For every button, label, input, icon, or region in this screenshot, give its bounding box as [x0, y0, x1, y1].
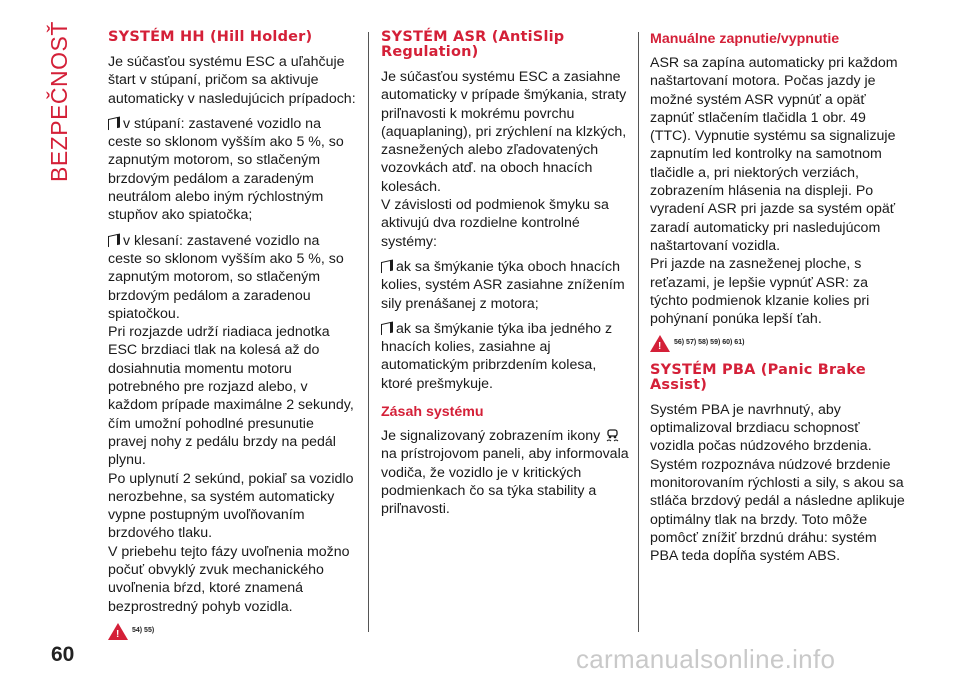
subheading-manual: Manuálne zapnutie/vypnutie — [650, 31, 840, 47]
hh-bullet: v stúpaní: zastavené vozidlo na ceste so sklonom vyšším ako 5 %, so zapnutým motorom, so stlačeným brzdovým pedálom a zaradeným neutrálom alebo iným rýchlostným stupňov ako spiatočka; — [108, 115, 344, 224]
warning-icon — [108, 623, 128, 640]
asr-bullet: ak sa šmýkanie týka oboch hnacích kolies, systém ASR zasiahne znížením sily prenášanej z motora; — [381, 258, 625, 312]
section-tab — [28, 21, 88, 190]
bullet-icon — [381, 260, 391, 273]
asr-intervention: Je signalizovaný zobrazením ikony na prístrojovom paneli, aby informovala vodiča, že vozidlo je v kritických podmienkach čo sa týka stability a priľnavosti. — [381, 428, 629, 518]
warning-icon — [650, 335, 670, 352]
warning-refs: ! 56) 57) 58) 59) 60) 61) — [650, 334, 905, 352]
hh-para: Po uplynutí 2 sekúnd, pokiaľ sa vozidlo nerozbehne, sa systém automaticky vypne postupným uvoľňovaním brzdového tlaku. — [108, 470, 354, 542]
manual-para: ASR sa zapína automaticky pri každom naštartovaní motora. Počas jazdy je možné systém ASR vypnúť a opäť zapnúť stlačením tlačidla 1 obr. 49 (TTC). Vypnutie systému sa signalizuje zapnutím led kontrolky na samotnom tlačidle a, pri niektorých verziách, zobrazením hlásenia na displeji. Po vyradení ASR pri jazde sa systém opäť zaradí automaticky pri nasledujúcom naštartovaní vozidla. — [650, 55, 898, 254]
esc-skid-icon — [604, 428, 622, 442]
subheading-intervention: Zásah systému — [381, 404, 484, 421]
hh-para: Pri rozjazde udrží riadiaca jednotka ESC brzdiaci tlak na kolesá až do dosiahnutia momentu motoru potrebného pre rozjazd alebo, v každom prípade maximálne 2 sekundy, čím umožní pohodlné presunutie pravej nohy z pedálu brzdy na pedál plynu. — [108, 324, 354, 469]
asr-bullet: ak sa šmýkanie týka iba jedného z hnacích kolies, zasiahne aj automatickým pribrzdením kolesa, ktoré prešmykuje. — [381, 320, 613, 392]
pba-para: Systém PBA je navrhnutý, aby optimalizoval brzdiacu schopnosť vozidla počas núdzového brzdenia. Systém rozpoznáva núdzové brzdenie monitorovaním rýchlosti a sily, s akou sa stláča brzdový pedál a následne aplikuje optimálny tlak na brzdy. Toto môže pomôcť znížiť brzdnú dráhu: systém PBA teda dopĺňa systém ABS. — [650, 401, 905, 565]
heading-pba: SYSTÉM PBA (Panic Brake Assist) — [650, 361, 866, 393]
column-hh — [108, 30, 356, 650]
heading-hh: SYSTÉM HH (Hill Holder) — [108, 29, 313, 45]
bullet-icon — [381, 322, 391, 335]
hh-intro: Je súčasťou systému ESC a uľahčuje štart v stúpaní, pričom sa aktivuje automaticky v nasledujúcich prípadoch: — [108, 54, 356, 107]
manual-para: Pri jazde na zasneženej ploche, s reťazami, je lepšie vypnúť ASR: za týchto podmienok klzanie kolies pri pohýnaní ponúka lepší ťah. — [650, 256, 870, 328]
hh-para: V priebehu tejto fázy uvoľnenia možno počuť obvyklý zvuk mechanického uvoľnenia bŕzd, ktoré znamená bezprostredný pohyb vozidla. — [108, 543, 350, 615]
asr-intro: Je súčasťou systému ESC a zasiahne automaticky v prípade šmýkania, straty priľnavosti k mokrému povrchu (aquaplaning), pri zrýchlení na klzkých, zasnežených alebo zľadovatených vozovkách atď. na oboch hnacích kolesách. — [381, 69, 627, 195]
watermark: carmanualsonline.info — [576, 644, 836, 674]
bullet-icon — [108, 117, 118, 130]
hh-bullet: v klesaní: zastavené vozidlo na ceste so sklonom vyšším ako 5 %, so zapnutým motorom, so stlačeným brzdovým pedálom a zaradenou spiatočkou. — [108, 232, 344, 322]
warning-refs: ! 54) 55) — [108, 622, 356, 640]
section-title: BEZPEČNOSŤ — [46, 21, 72, 182]
column-asr — [381, 30, 629, 526]
column-manual — [650, 30, 905, 572]
column-divider — [368, 32, 369, 632]
bullet-icon — [108, 234, 118, 247]
column-divider — [638, 32, 639, 632]
asr-intro2: V závislosti od podmienok šmyku sa aktivujú dva rozdielne kontrolné systémy: — [381, 197, 609, 250]
page-number: 60 — [51, 643, 75, 666]
heading-asr: SYSTÉM ASR (AntiSlip Regulation) — [381, 29, 565, 60]
